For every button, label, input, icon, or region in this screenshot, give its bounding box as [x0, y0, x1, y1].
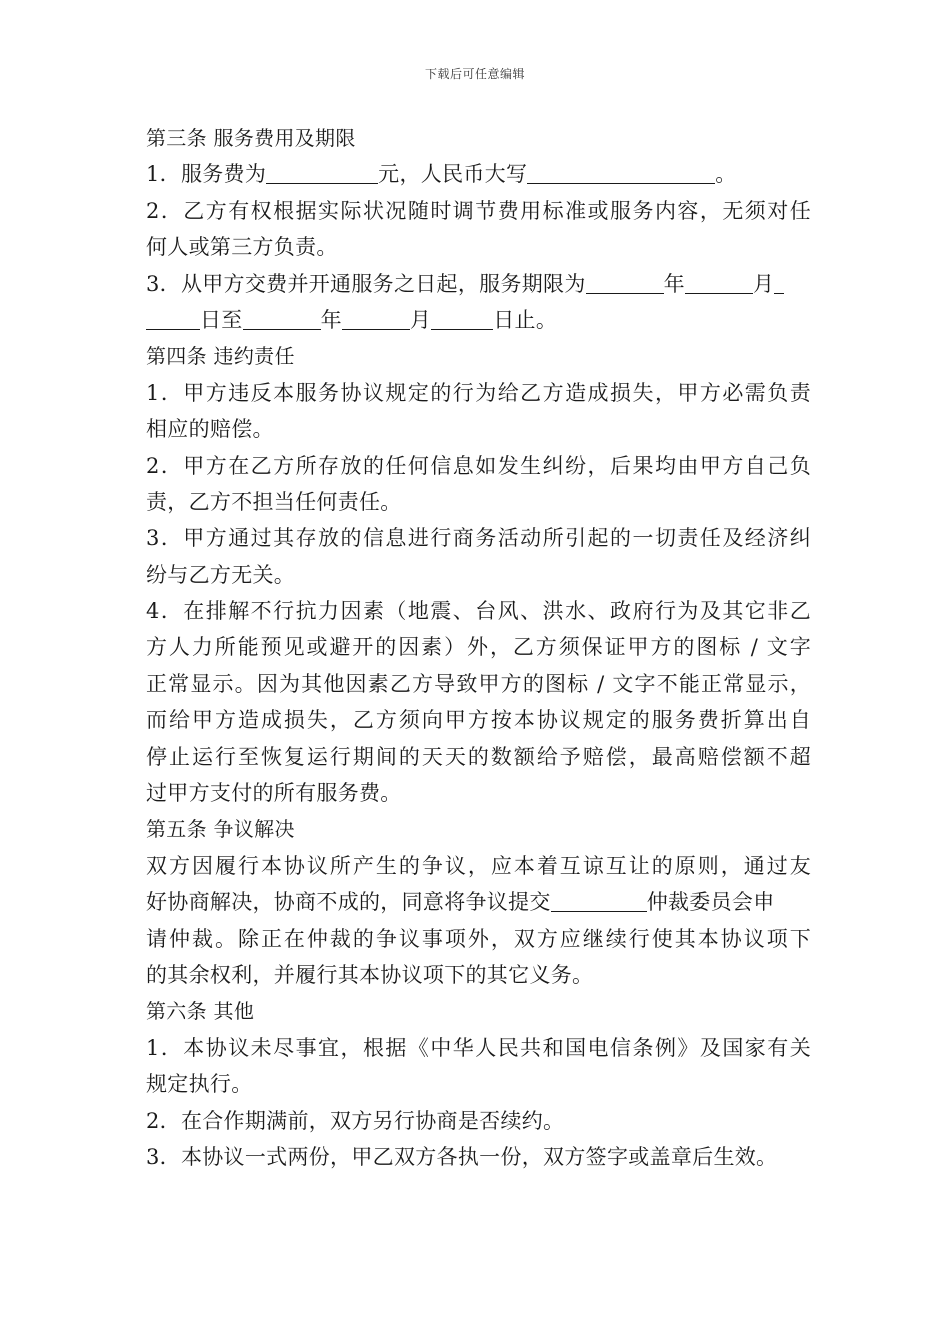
clause-4-4-line-1: 4．在排解不行抗力因素（地震、台风、洪水、政府行为及其它非乙 [146, 599, 811, 624]
clause-6-1-line-1: 1．本协议未尽事宜，根据《中华人民共和国电信条例》及国家有关 [146, 1035, 811, 1060]
clause-4-1-line-1: 1．甲方违反本服务协议规定的行为给乙方造成损失，甲方必需负责 [146, 380, 811, 405]
section-5-line-3: 请仲裁。除正在仲裁的争议事项外，双方应继续行使其本协议项下 [146, 926, 811, 951]
clause-text: 仲裁委员会申 [646, 890, 775, 915]
page-header: 下载后可任意编辑 [424, 67, 525, 81]
start-day-blank [146, 305, 200, 330]
fee-amount-blank [266, 159, 378, 184]
clause-4-4-line-4: 而给甲方造成损失，乙方须向甲方按本协议规定的服务费折算出自 [146, 708, 811, 733]
clause-6-1-line-2: 规定执行。 [146, 1072, 253, 1097]
clause-text: 元，人民币大写 [378, 162, 528, 187]
clause-4-4-line-5: 停止运行至恢复运行期间的天天的数额给予赔偿，最高赔偿额不超 [146, 744, 811, 769]
clause-4-4-line-2: 方人力所能预见或避开的因素）外，乙方须保证甲方的图标 / 文字 [146, 635, 811, 660]
section-5-title: 第五条 争议解决 [146, 817, 295, 842]
clause-4-2-line-2: 责，乙方不担当任何责任。 [146, 489, 402, 514]
end-month-blank [342, 305, 410, 330]
clause-text: 。 [715, 162, 737, 187]
section-5-line-1: 双方因履行本协议所产生的争议，应本着互谅互让的原则，通过友 [146, 853, 811, 878]
clause-3-1 [146, 156, 811, 192]
clause-text: 日至 [200, 307, 243, 332]
clause-4-2-line-1: 2．甲方在乙方所存放的任何信息如发生纠纷，后果均由甲方自己负 [146, 453, 811, 478]
clause-4-3-line-2: 纷与乙方无关。 [146, 562, 296, 587]
clause-4-3-line-1: 3．甲方通过其存放的信息进行商务活动所引起的一切责任及经济纠 [146, 526, 811, 551]
clause-3-2-line-1: 2．乙方有权根据实际状况随时调节费用标准或服务内容，无须对任 [146, 198, 811, 223]
section-5-line-2 [146, 884, 811, 920]
clause-text: 好协商解决，协商不成的，同意将争议提交 [146, 890, 551, 915]
clause-text: 月 [409, 307, 432, 332]
fee-uppercase-blank [527, 159, 715, 184]
clause-text: 年 [320, 307, 342, 332]
clause-4-4-line-6: 过甲方支付的所有服务费。 [146, 781, 402, 806]
section-4-title: 第四条 违约责任 [146, 344, 295, 369]
section-3-title: 第三条 服务费用及期限 [146, 126, 356, 150]
clause-6-2: 2．在合作期满前，双方另行协商是否续约。 [146, 1108, 565, 1133]
clause-text: 年 [663, 271, 685, 296]
clause-3-2-line-2: 何人或第三方负责。 [146, 235, 338, 260]
clause-text: 月 [752, 271, 775, 296]
start-month-blank [685, 269, 753, 294]
end-day-blank [431, 305, 493, 330]
clause-3-3-line-1 [146, 266, 811, 302]
clause-text: 1．服务费为 [146, 162, 267, 187]
clause-6-3: 3．本协议一式两份，甲乙双方各执一份，双方签字或盖章后生效。 [146, 1144, 778, 1169]
clause-text: 3．从甲方交费并开通服务之日起，服务期限为 [146, 271, 586, 296]
section-5-line-4: 的其余权利，并履行其本协议项下的其它义务。 [146, 962, 594, 987]
start-year-blank [586, 269, 664, 294]
clause-text: 日止。 [493, 307, 558, 332]
clause-4-4-line-3: 正常显示。因为其他因素乙方导致甲方的图标 / 文字不能正常显示， [146, 671, 811, 696]
document-body [146, 120, 811, 1175]
start-day-blank-start [774, 269, 784, 294]
arbitration-committee-blank [551, 887, 647, 912]
clause-3-3-line-2 [146, 302, 811, 338]
section-6-title: 第六条 其他 [146, 999, 255, 1024]
clause-4-1-line-2: 相应的赔偿。 [146, 417, 274, 442]
end-year-blank [243, 305, 321, 330]
